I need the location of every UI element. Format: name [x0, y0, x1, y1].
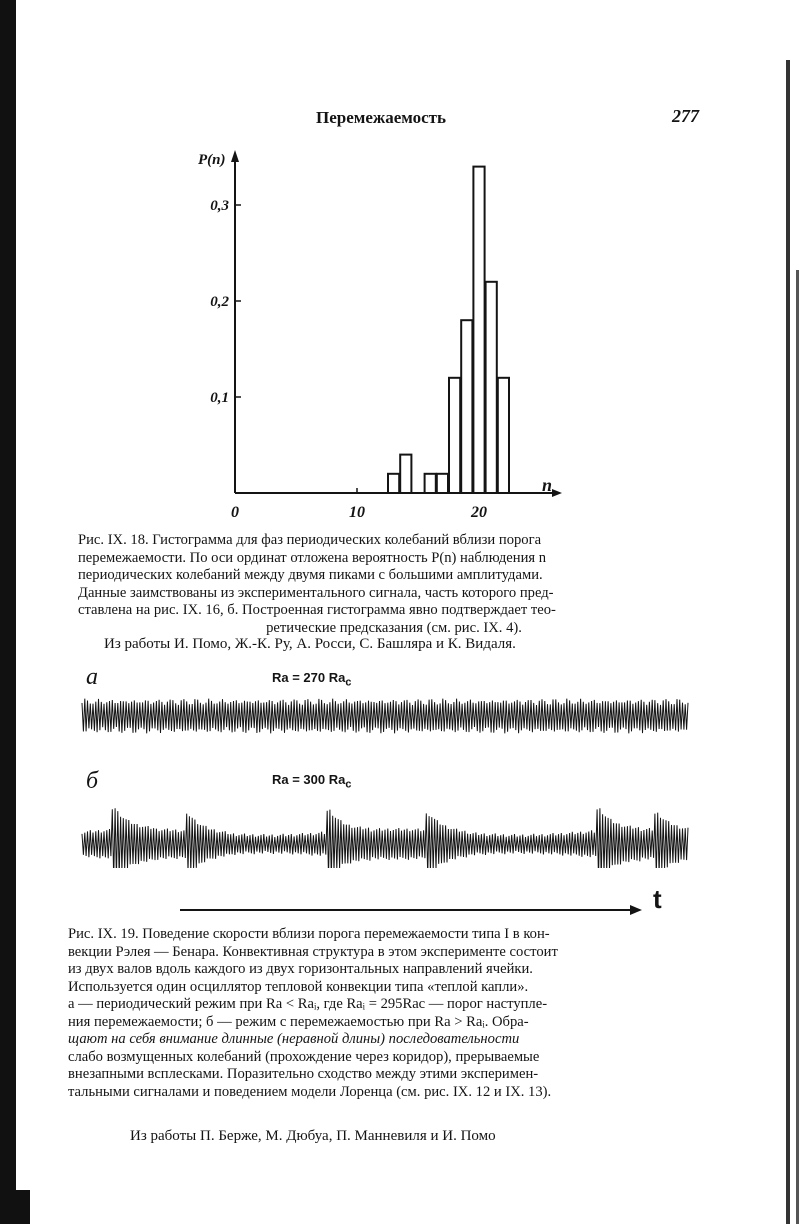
y-tick-label: 0,1: [210, 390, 229, 406]
signal-trace-intermittent: [80, 796, 690, 868]
caption-line: слабо возмущенных колебаний (прохождение через коридор), прерываемые: [68, 1048, 540, 1065]
histogram-figure-18: [190, 140, 570, 525]
intermittent-trace-line: [82, 808, 688, 868]
histogram-bar: [498, 378, 509, 493]
scan-edge-right-outer: [796, 270, 799, 1224]
running-title: Перемежаемость: [316, 108, 447, 127]
histogram-bar: [461, 320, 472, 493]
x-axis-arrowhead: [552, 489, 562, 497]
histogram-bar: [486, 282, 497, 493]
y-tick-label: 0,3: [210, 198, 229, 214]
caption-line: векции Рэлея — Бенара. Конвективная структура в этом эксперименте состоит: [68, 943, 558, 960]
panel-b-letter: б: [86, 768, 99, 794]
histogram-bar: [388, 474, 399, 493]
y-tick-label: 0,2: [210, 294, 229, 310]
caption-line: тальными сигналами и поведением модели Лоренца (см. рис. IX. 12 и IX. 13).: [68, 1083, 552, 1100]
x-tick-label: 10: [349, 504, 365, 521]
caption-line: ния перемежаемости; б — режим с перемежаемостью при Ra > Raᵢ. Обра-: [68, 1013, 529, 1030]
figure-18-source: Из работы И. Помо, Ж.-К. Ру, А. Росси, С. Башляра и К. Видаля.: [104, 636, 516, 652]
figure-18-caption: [78, 532, 710, 637]
caption-line: ставлена на рис. IX. 16, б. Построенная гистограмма явно подтверждает тео-: [78, 602, 556, 618]
panel-b-rayleigh-sub: c: [345, 778, 352, 791]
histogram-bar: [437, 474, 448, 493]
x-axis-label: n: [542, 475, 553, 495]
caption-line: Рис. IX. 19. Поведение скорости вблизи порога перемежаемости типа I в кон-: [68, 926, 550, 942]
figure-19-source: Из работы П. Берже, М. Дюбуа, П. Манневиля и И. Помо: [130, 1128, 496, 1144]
signal-trace-periodic: [80, 696, 690, 736]
page-number: 277: [672, 106, 699, 126]
caption-line: перемежаемости. По оси ординат отложена вероятность P(n) наблюдения n: [78, 549, 547, 566]
y-axis-arrowhead: [231, 150, 239, 162]
histogram-bar: [449, 378, 460, 493]
caption-line: внезапными всплесками. Поразительно сходство между этими эксперимен-: [68, 1066, 539, 1082]
panel-a-rayleigh-text: Ra = 270 Ra: [272, 670, 346, 685]
histogram-bar: [425, 474, 436, 493]
time-axis-label: t: [653, 884, 662, 914]
caption-line: а — периодический режим при Ra < Raᵢ, где Raᵢ = 295Raс — порог наступле-: [68, 996, 548, 1012]
x-tick-label: 20: [471, 504, 487, 521]
y-axis-label: P(n): [198, 152, 226, 168]
panel-a-letter: а: [86, 664, 98, 690]
caption-line: Рис. IX. 18. Гистограмма для фаз периодических колебаний вблизи порога: [78, 532, 542, 548]
histogram-bar: [400, 455, 411, 493]
panel-a-rayleigh-label: [272, 670, 351, 689]
caption-line: периодических колебаний между двумя пиками с большими амплитудами.: [78, 567, 543, 583]
figure-19-caption: [68, 926, 710, 1101]
scan-edge-left-corner: [0, 1190, 30, 1224]
x-tick-label: 0: [231, 504, 239, 521]
histogram-bar: [473, 167, 484, 493]
scan-edge-left: [0, 0, 16, 1224]
caption-line: из двух валов вдоль каждого из двух горизонтальных направлений ячейки.: [68, 961, 533, 977]
panel-a-rayleigh-sub: c: [345, 676, 352, 689]
periodic-trace-line: [82, 699, 688, 734]
panel-b-rayleigh-text: Ra = 300 Ra: [272, 772, 346, 787]
panel-b-rayleigh-label: [272, 772, 351, 791]
caption-line: Данные заимствованы из экспериментального сигнала, часть которого пред-: [78, 584, 554, 601]
caption-line: щают на себя внимание длинные (неравной длины) последовательности: [68, 1031, 520, 1047]
caption-line: Используется один осциллятор тепловой конвекции типа «теплой капли».: [68, 978, 529, 995]
scan-edge-right: [786, 60, 790, 1224]
time-axis-arrow: [180, 890, 650, 930]
caption-line: ретические предсказания (см. рис. IX. 4).: [266, 619, 522, 636]
